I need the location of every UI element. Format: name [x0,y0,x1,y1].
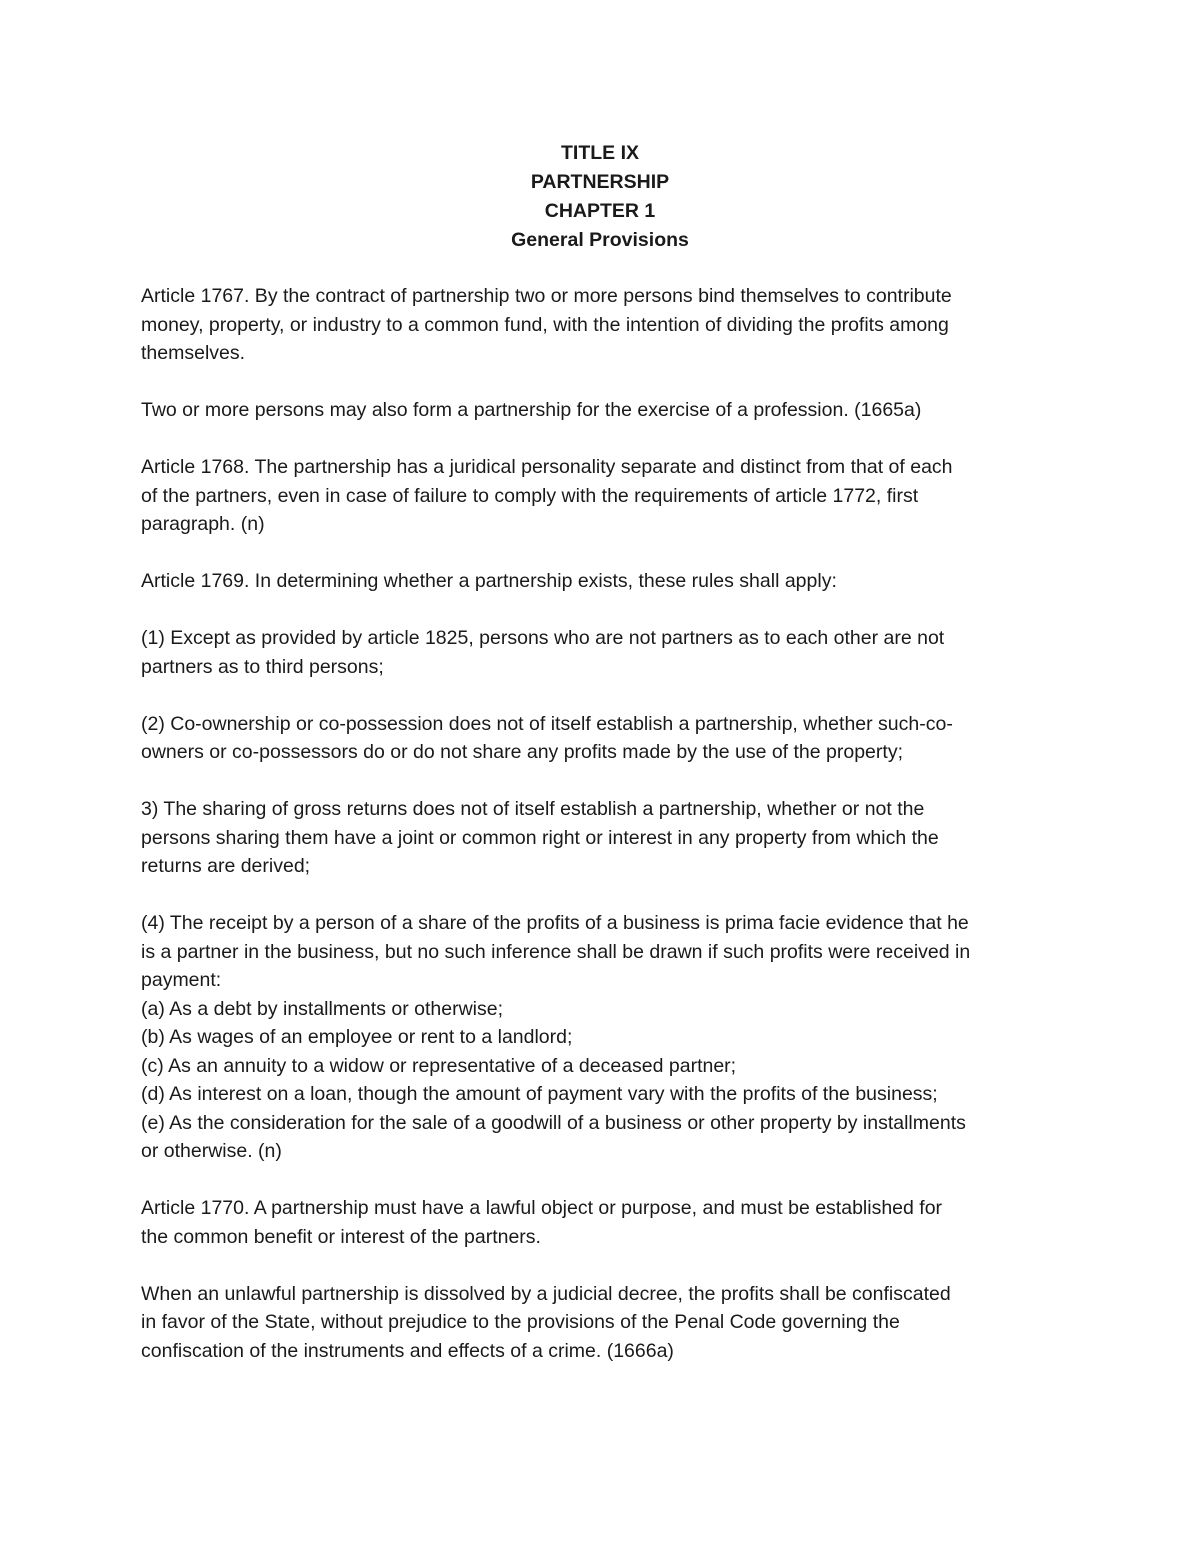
text-line: Article 1769. In determining whether a partnership exists, these rules shall apply: [141,570,837,592]
text-line: returns are derived; [141,855,311,877]
text-line: owners or co-possessors do or do not share any profits made by the use of the property; [141,741,903,763]
chapter-name: General Provisions [511,229,689,251]
article-1769-paragraph [141,567,1071,596]
list-item: (a) As a debt by installments or otherwise; [141,997,503,1020]
text-line: confiscation of the instruments and effects of a crime. (1666a) [141,1339,674,1362]
text-line: Article 1767. By the contract of partnership two or more persons bind themselves to contribute [141,285,952,307]
text-line: themselves. [141,342,246,364]
list-item: (e) As the consideration for the sale of a goodwill of a business or other property by installments [141,1111,966,1134]
rule-4-paragraph [141,909,1071,1166]
title-name: PARTNERSHIP [530,171,670,193]
text-line: money, property, or industry to a common fund, with the intention of dividing the profits among [141,313,949,336]
rule-3-paragraph [141,795,1071,881]
text-line: Two or more persons may also form a partnership for the exercise of a profession. (1665a) [141,399,922,421]
list-item: or otherwise. (n) [141,1140,282,1162]
text-line: Article 1770. A partnership must have a lawful object or purpose, and must be established for [141,1197,943,1219]
text-line: is a partner in the business, but no such inference shall be drawn if such profits were received in [141,940,971,963]
rule-2-paragraph [141,710,1071,767]
article-1767-paragraph [141,282,1071,368]
text-line: the common benefit or interest of the partners. [141,1225,541,1248]
text-line: Article 1768. The partnership has a juridical personality separate and distinct from that of each [141,456,953,478]
text-line: (2) Co-ownership or co-possession does not of itself establish a partnership, whether such-co- [141,712,953,735]
text-line: 3) The sharing of gross returns does not of itself establish a partnership, whether or not the [141,798,925,820]
article-1770-second-paragraph [141,1280,1071,1366]
text-line: persons sharing them have a joint or common right or interest in any property from which the [141,826,939,849]
article-1770-paragraph [141,1194,1071,1251]
article-1767-second-paragraph [141,396,1071,425]
rule-1-paragraph [141,624,1071,681]
text-line: of the partners, even in case of failure to comply with the requirements of article 1772, first [141,484,919,507]
text-line: in favor of the State, without prejudice to the provisions of the Penal Code governing the [141,1311,900,1333]
list-item: (b) As wages of an employee or rent to a landlord; [141,1026,573,1048]
text-line: When an unlawful partnership is dissolved by a judicial decree, the profits shall be confiscated [141,1282,951,1305]
text-line: (4) The receipt by a person of a share of the profits of a business is prima facie evidence that he [141,912,969,934]
article-1768-paragraph [141,453,1071,539]
text-line: (1) Except as provided by article 1825, persons who are not partners as to each other are not [141,627,945,649]
title-block [0,139,1200,255]
title-number: TITLE IX [561,142,639,164]
document-body [141,282,1071,1365]
text-line: partners as to third persons; [141,655,384,678]
chapter-number: CHAPTER 1 [544,200,656,222]
text-line: payment: [141,969,222,991]
list-item: (d) As interest on a loan, though the amount of payment vary with the profits of the business; [141,1083,938,1105]
list-item: (c) As an annuity to a widow or representative of a deceased partner; [141,1054,737,1077]
text-line: paragraph. (n) [141,513,265,535]
